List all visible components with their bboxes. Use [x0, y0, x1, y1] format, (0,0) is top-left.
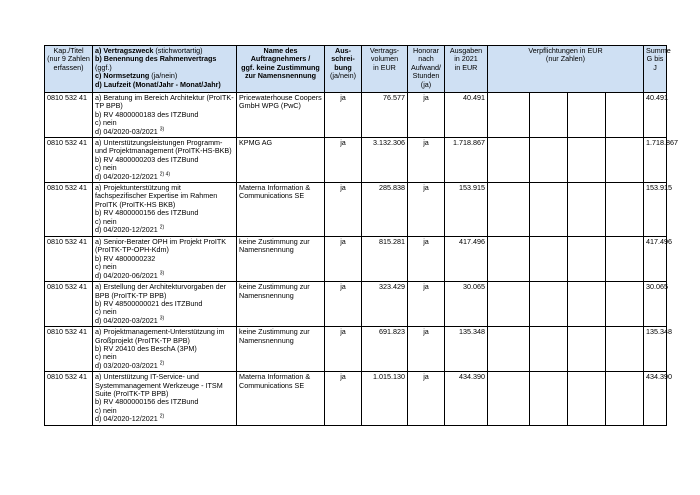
cell-verpflichtung-2 — [530, 327, 568, 372]
cell-ausgaben: 1.718.867 — [445, 138, 488, 183]
cell-ausschreibung: ja — [325, 93, 362, 138]
cell-verpflichtung-2 — [530, 138, 568, 183]
cell-verpflichtung-2 — [530, 372, 568, 426]
footnote-ref: 3) — [159, 270, 165, 277]
cell-verpflichtung-2 — [530, 93, 568, 138]
cell-ausschreibung: ja — [325, 282, 362, 327]
cell-auftragnehmer: keine Zustimmung zur Namensnennung — [237, 327, 325, 372]
table-row — [45, 237, 667, 282]
cell-verpflichtung-1 — [488, 372, 530, 426]
cell-summe: 153.915 — [644, 183, 667, 237]
cell-auftragnehmer: keine Zustimmung zur Namensnennung — [237, 282, 325, 327]
cell-honorar: ja — [408, 138, 445, 183]
header-vertragsvolumen: Vertrags- volumen in EUR — [362, 46, 408, 93]
header-kap-titel: Kap./Titel (nur 9 Zahlen erfassen) — [45, 46, 93, 93]
cell-verpflichtung-2 — [530, 237, 568, 282]
cell-summe: 434.390 — [644, 372, 667, 426]
header-row — [45, 46, 667, 93]
cell-vertragsvolumen: 1.015.130 — [362, 372, 408, 426]
footnote-ref: 2) 4) — [159, 171, 171, 178]
cell-vertragszweck: a) Beratung im Bereich Architektur (ProITK-TP BPB) b) RV 4800000183 des ITZBund c) nein d) 04/2020-03/2021 $^{3)}$ — [93, 93, 237, 138]
cell-ausschreibung: ja — [325, 327, 362, 372]
cell-kap-titel: 0810 532 41 — [45, 237, 93, 282]
cell-ausschreibung: ja — [325, 138, 362, 183]
cell-vertragsvolumen: 815.281 — [362, 237, 408, 282]
cell-verpflichtung-4 — [606, 372, 644, 426]
footnote-ref: 2) — [159, 413, 165, 420]
cell-verpflichtung-3 — [568, 237, 606, 282]
cell-verpflichtung-4 — [606, 282, 644, 327]
cell-verpflichtung-4 — [606, 183, 644, 237]
contracts-table — [44, 45, 678, 426]
cell-honorar: ja — [408, 93, 445, 138]
cell-auftragnehmer: Materna Information & Communications SE — [237, 183, 325, 237]
cell-vertragszweck: a) Projektmanagement-Unterstützung im Großprojekt (ProITK-TP BPB) b) RV 20410 des BeschA (3PM) c) nein d) 03/2020-03/2021 $^{2)}$ — [93, 327, 237, 372]
cell-verpflichtung-1 — [488, 93, 530, 138]
cell-verpflichtung-1 — [488, 138, 530, 183]
table-row — [45, 372, 667, 426]
footnote-ref: 2) — [159, 224, 165, 231]
cell-auftragnehmer: Pricewaterhouse Coopers GmbH WPG (PwC) — [237, 93, 325, 138]
cell-vertragsvolumen: 76.577 — [362, 93, 408, 138]
cell-verpflichtung-3 — [568, 372, 606, 426]
table-row — [45, 183, 667, 237]
table-row — [45, 282, 667, 327]
cell-ausgaben: 30.065 — [445, 282, 488, 327]
cell-kap-titel: 0810 532 41 — [45, 138, 93, 183]
cell-kap-titel: 0810 532 41 — [45, 183, 93, 237]
cell-summe: 417.496 — [644, 237, 667, 282]
cell-vertragsvolumen: 285.838 — [362, 183, 408, 237]
footnote-ref: 3) — [159, 315, 165, 322]
cell-ausschreibung: ja — [325, 372, 362, 426]
cell-ausschreibung: ja — [325, 183, 362, 237]
cell-ausgaben: 417.496 — [445, 237, 488, 282]
cell-verpflichtung-4 — [606, 138, 644, 183]
table-row — [45, 138, 667, 183]
cell-vertragszweck: a) Erstellung der Architekturvorgaben der BPB (ProITK-TP BPB) b) RV 48500000021 des ITZBund c) nein d) 04/2020-03/2021 $^{3)}$ — [93, 282, 237, 327]
cell-verpflichtung-1 — [488, 237, 530, 282]
cell-verpflichtung-3 — [568, 282, 606, 327]
cell-verpflichtung-1 — [488, 282, 530, 327]
cell-kap-titel: 0810 532 41 — [45, 327, 93, 372]
cell-ausgaben: 40.491 — [445, 93, 488, 138]
cell-kap-titel: 0810 532 41 — [45, 93, 93, 138]
header-vertragszweck: a) Vertragszweck (stichwortartig) b) Benennung des Rahmenvertrags (ggf.) c) Normsetzung (ja/nein) d) Laufzeit (Monat/Jahr - Monat/Jahr) — [93, 46, 237, 93]
table-row — [45, 93, 667, 138]
cell-summe: 30.065 — [644, 282, 667, 327]
cell-vertragsvolumen: 323.429 — [362, 282, 408, 327]
cell-ausgaben: 434.390 — [445, 372, 488, 426]
cell-vertragsvolumen: 3.132.306 — [362, 138, 408, 183]
cell-kap-titel: 0810 532 41 — [45, 372, 93, 426]
footnote-ref: 3) — [159, 126, 165, 133]
cell-auftragnehmer: KPMG AG — [237, 138, 325, 183]
cell-honorar: ja — [408, 183, 445, 237]
cell-summe: 1.718.867 — [644, 138, 667, 183]
cell-ausgaben: 135.348 — [445, 327, 488, 372]
cell-ausschreibung: ja — [325, 237, 362, 282]
cell-vertragsvolumen: 691.823 — [362, 327, 408, 372]
cell-honorar: ja — [408, 237, 445, 282]
cell-honorar: ja — [408, 372, 445, 426]
cell-verpflichtung-3 — [568, 183, 606, 237]
cell-honorar: ja — [408, 282, 445, 327]
header-ausschreibung: Aus- schrei- bung (ja/nein) — [325, 46, 362, 93]
cell-vertragszweck: a) Unterstützungsleistungen Programm- und Projektmanagement (ProITK-HS-BKB) b) RV 4800000203 des ITZBund c) nein d) 04/2020-12/2021 $^{2) 4)}$ — [93, 138, 237, 183]
cell-summe: 135.348 — [644, 327, 667, 372]
cell-verpflichtung-3 — [568, 93, 606, 138]
cell-auftragnehmer: Materna Information & Communications SE — [237, 372, 325, 426]
table-row — [45, 327, 667, 372]
header-verpflichtungen: Verpflichtungen in EUR (nur Zahlen) — [488, 46, 644, 93]
cell-honorar: ja — [408, 327, 445, 372]
footnote-ref: 2) — [159, 360, 165, 367]
cell-verpflichtung-3 — [568, 138, 606, 183]
cell-vertragszweck: a) Projektunterstützung mit fachspezifischer Expertise im Rahmen ProITK (ProITK-HS BKB) b) RV 4800000156 des ITZBund c) nein d) 04/2020-12/2021 $^{2)}$ — [93, 183, 237, 237]
cell-verpflichtung-4 — [606, 237, 644, 282]
header-ausgaben: Ausgaben in 2021 in EUR — [445, 46, 488, 93]
cell-verpflichtung-2 — [530, 183, 568, 237]
cell-ausgaben: 153.915 — [445, 183, 488, 237]
header-auftragnehmer: Name des Auftragnehmers / ggf. keine Zustimmung zur Namensnennung — [237, 46, 325, 93]
header-summe: Summe G bis J — [644, 46, 667, 93]
cell-verpflichtung-1 — [488, 327, 530, 372]
cell-verpflichtung-4 — [606, 93, 644, 138]
cell-verpflichtung-3 — [568, 327, 606, 372]
cell-vertragszweck: a) Unterstützung IT-Service- und Systemmanagement Werkzeuge - ITSM Suite (ProITK-TP BPB) b) RV 4800000156 des ITZBund c) nein d) 04/2020-12/2021 $^{2)}$ — [93, 372, 237, 426]
cell-vertragszweck: a) Senior-Berater OPH im Projekt ProITK (ProITK-TP-OPH-Kdm) b) RV 4800000232 c) nein d) 04/2020-06/2021 $^{3)}$ — [93, 237, 237, 282]
header-honorar: Honorar nach Aufwand/ Stunden (ja) — [408, 46, 445, 93]
cell-verpflichtung-2 — [530, 282, 568, 327]
cell-auftragnehmer: keine Zustimmung zur Namensnennung — [237, 237, 325, 282]
cell-verpflichtung-4 — [606, 327, 644, 372]
cell-verpflichtung-1 — [488, 183, 530, 237]
cell-kap-titel: 0810 532 41 — [45, 282, 93, 327]
cell-summe: 40.491 — [644, 93, 667, 138]
